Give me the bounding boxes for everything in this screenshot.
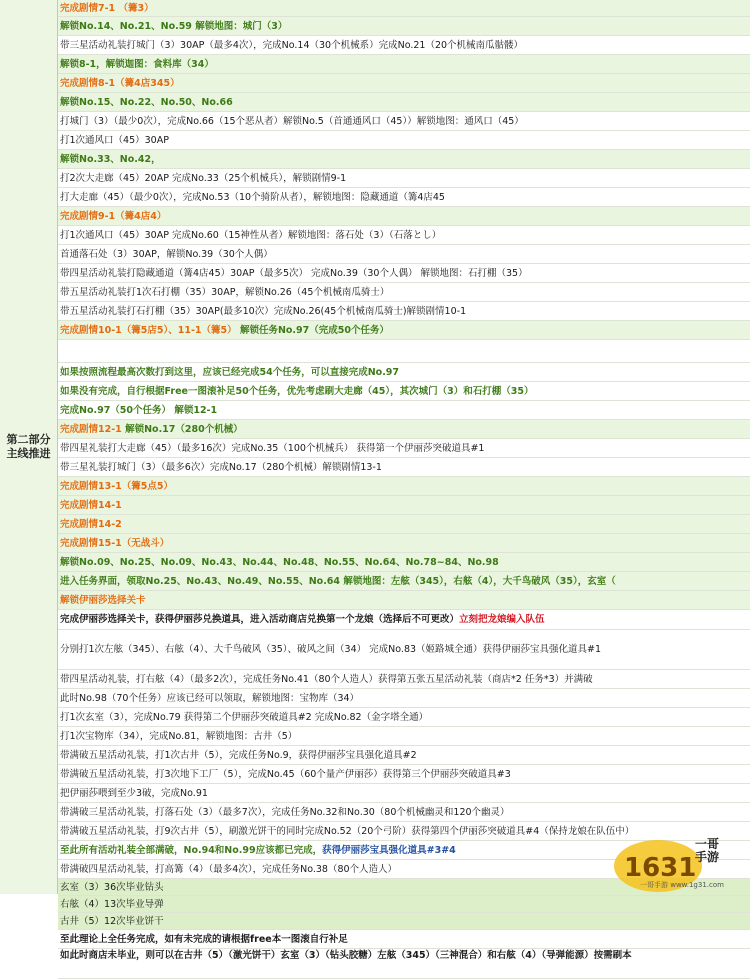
guide-row-text: 完成剧情9-1（篝4店4） <box>60 211 167 222</box>
guide-row-text: 打城门（3）（最少0次），完成No.66（15个恶从者）解锁No.5（首通通风口（45））解锁地图：通风口（45） <box>60 116 524 127</box>
guide-row-text: 首通落石处（3）30AP，解锁No.39（30个人偶） <box>60 249 273 260</box>
guide-row <box>58 420 750 439</box>
guide-row-text: 分别打1次左舷（345）、右舷（4）、大千鸟破风（35）、破风之间（34） 完成No.83（姬路城全通）获得伊丽莎宝具强化道具#1 <box>60 644 602 655</box>
guide-row <box>58 630 750 670</box>
guide-row <box>58 340 750 363</box>
guide-row-text: 完成剧情14-2 <box>60 519 122 530</box>
guide-row-text: 带五星活动礼装打石打棚（35）30AP(最多10次）完成No.26(45个机械南瓜骑士)解锁剧情10-1 <box>60 306 467 317</box>
guide-row-text: 打1次通风口（45）30AP 完成No.60（15神性从者）解锁地图：落石处（3）（石落とし） <box>60 230 442 241</box>
guide-row <box>58 727 750 746</box>
guide-row-text: 获得伊丽莎宝具强化道具#3#4 <box>322 845 456 856</box>
guide-row <box>58 226 750 245</box>
guide-row <box>58 382 750 401</box>
guide-row <box>58 0 750 17</box>
guide-row <box>58 363 750 382</box>
guide-row <box>58 150 750 169</box>
guide-row-text: 完成剧情7-1 （篝3） <box>60 3 154 14</box>
guide-row-text: 解锁任务No.97（完成50个任务） <box>239 325 389 336</box>
guide-row-text: 带五星活动礼装打1次石打棚（35）30AP，解锁No.26（45个机械南瓜骑士） <box>60 287 390 298</box>
guide-row <box>58 670 750 689</box>
guide-row <box>58 591 750 610</box>
guide-row-text: 完成剧情15-1（无战斗） <box>60 538 170 549</box>
guide-row-text: 完成剧情8-1（篝4店345） <box>60 78 180 89</box>
guide-row-text: 如此时商店未毕业，则可以在古井（5）（激光饼干）玄室（3）（钻头胶糖）左舷（345）（三神混合）和右舷（4）（导弹能源）按需刷本 <box>60 950 632 961</box>
guide-row <box>58 610 750 630</box>
guide-rows <box>58 0 750 961</box>
guide-row <box>58 708 750 727</box>
guide-row <box>58 896 750 913</box>
guide-row <box>58 401 750 420</box>
guide-row-text: 进入任务界面，领取No.25、No.43、No.49、No.55、No.64 解锁地图：左舷（345），右舷（4），大千鸟破风（35），玄室（ <box>60 576 616 587</box>
site-logo-brand: 1631 <box>624 853 697 883</box>
site-logo-tagline: 一哥 手游 <box>695 837 720 864</box>
guide-row-text: 解锁8-1，解锁迦图：食料库（34） <box>60 59 214 70</box>
guide-row-text: 打1次宝物库（34），完成No.81，解锁地图：古井（5） <box>60 731 298 742</box>
guide-row <box>58 765 750 784</box>
guide-row <box>58 515 750 534</box>
guide-row-text: 完成No.97（50个任务） 解锁12-1 <box>60 405 218 416</box>
guide-row <box>58 803 750 822</box>
guide-row <box>58 17 750 36</box>
guide-row <box>58 439 750 458</box>
guide-row-text: 完成伊丽莎选择关卡，获得伊丽莎兑换道具，进入活动商店兑换第一个龙娘（选择后不可更改） <box>60 614 460 625</box>
guide-row-text: 完成剧情12-1 <box>60 424 126 435</box>
guide-row <box>58 689 750 708</box>
guide-row-text: 带四星活动礼装打隐藏通道（篝4店45）30AP（最多5次） 完成No.39（30个人偶） 解锁地图：石打棚（35） <box>60 268 528 279</box>
guide-row <box>58 496 750 515</box>
guide-row-text: 立刻把龙娘编入队伍 <box>459 614 545 625</box>
guide-row-text: 打1次玄室（3），完成No.79 获得第二个伊丽莎突破道具#2 完成No.82（金字塔全通） <box>60 712 429 723</box>
guide-row <box>58 784 750 803</box>
site-logo-url: 一哥手游 www.1g31.com <box>640 881 724 889</box>
guide-row <box>58 553 750 572</box>
guide-row-text: 带四星活动礼装，打右舷（4）（最多2次），完成任务No.41（80个人造人）获得第五张五星活动礼装（商店*2 任务*3）并满破 <box>60 674 593 685</box>
guide-row-text: 带三星礼装打城门（3）（最多6次）完成No.17（280个机械）解锁剧情13-1 <box>60 462 382 473</box>
guide-row <box>58 207 750 226</box>
guide-row-text: 完成剧情13-1（篝5点5） <box>60 481 173 492</box>
guide-row <box>58 264 750 283</box>
guide-row-text: 解锁No.15、No.22、No.50、No.66 <box>60 97 233 108</box>
guide-row <box>58 245 750 264</box>
guide-row-text: 解锁No.14、No.21、No.59 解锁地图：城门（3） <box>60 21 288 32</box>
guide-row <box>58 477 750 496</box>
guide-row-text: 至此理论上全任务完成，如有未完成的请根据free本一图滚自行补足 <box>60 934 348 945</box>
guide-row-text: 解锁No.17（280个机械） <box>125 424 243 435</box>
guide-row-text: 把伊丽莎喂到至少3破，完成No.91 <box>60 788 208 799</box>
guide-row-text: 打2次大走廊（45）20AP 完成No.33（25个机械兵），解锁剧情9-1 <box>60 173 347 184</box>
guide-row-text: 如果没有完成，自行根据Free一图滚补足50个任务，优先考虑刷大走廊（45），其次城门（3）和石打棚（35） <box>60 386 534 397</box>
guide-row-text: 打大走廊（45）（最少0次），完成No.53（10个骑阶从者），解锁地图：隐藏通道（篝4店45 <box>60 192 445 203</box>
section-label-cell <box>0 0 58 894</box>
guide-row-text: 带满破四星活动礼装，打高篝（4）（最多4次），完成任务No.38（80个人造人） <box>60 864 398 875</box>
guide-row <box>58 188 750 207</box>
guide-row-text: 如果按照流程最高次数打到这里，应该已经完成54个任务，可以直接完成No.97 <box>60 367 400 378</box>
guide-row <box>58 930 750 949</box>
guide-row-text: 带三星活动礼装打城门（3）30AP（最多4次），完成No.14（30个机械系）完成No.21（20个机械南瓜骷髅） <box>60 40 524 51</box>
guide-row <box>58 131 750 150</box>
guide-row-text: 带满破五星活动礼装，打3次地下工厂（5），完成No.45（60个量产伊丽莎）获得第三个伊丽莎突破道具#3 <box>60 769 511 780</box>
guide-row-text: 解锁No.09、No.25、No.09、No.43、No.44、No.48、No.55、No.64、No.78~84、No.98 <box>60 557 499 568</box>
guide-row-text: 完成剧情14-1 <box>60 500 122 511</box>
guide-row-text: 带满破五星活动礼装，打1次古井（5），完成任务No.9，获得伊丽莎宝具强化道具#2 <box>60 750 417 761</box>
guide-row <box>58 913 750 930</box>
guide-row-text: 带满破五星活动礼装，打9次古井（5），刷激光饼干的同时完成No.52（20个弓阶）获得第四个伊丽莎突破道具#4（保持龙娘在队伍中） <box>60 826 635 837</box>
section-label: 第二部分 主线推进 <box>6 433 51 460</box>
guide-row <box>58 302 750 321</box>
guide-row <box>58 572 750 591</box>
guide-row-text: 古井（5）12次毕业饼干 <box>60 916 164 927</box>
guide-row-text: 完成剧情10-1（篝5店5）、11-1（篝5） <box>60 325 240 336</box>
guide-row-text: 带满破三星活动礼装，打落石处（3）（最多7次），完成任务No.32和No.30（80个机械幽灵和120个幽灵） <box>60 807 510 818</box>
guide-row-text: 带四星礼装打大走廊（45）（最多16次）完成No.35（100个机械兵） 获得第一个伊丽莎突破道具#1 <box>60 443 485 454</box>
guide-row <box>58 36 750 55</box>
guide-row <box>58 112 750 131</box>
guide-row <box>58 321 750 340</box>
guide-row <box>58 746 750 765</box>
guide-row <box>58 55 750 74</box>
guide-row <box>58 283 750 302</box>
guide-row <box>58 74 750 93</box>
guide-row <box>58 534 750 553</box>
guide-row-text: 右舷（4）13次毕业导弹 <box>60 899 164 910</box>
guide-row-text: 解锁No.33、No.42， <box>60 154 161 165</box>
guide-row-text: 此时No.98（70个任务）应该已经可以领取，解锁地图：宝物库（34） <box>60 693 360 704</box>
guide-row-text: 打1次通风口（45）30AP <box>60 135 169 146</box>
guide-row <box>58 93 750 112</box>
guide-row <box>58 458 750 477</box>
guide-row-text: 玄室（3）36次毕业钻头 <box>60 882 164 893</box>
guide-row-text: 解锁伊丽莎选择关卡 <box>60 595 146 606</box>
guide-row-text: 至此所有活动礼装全部满破，No.94和No.99应该都已完成， <box>60 845 323 856</box>
guide-row <box>58 949 750 979</box>
guide-row <box>58 169 750 188</box>
